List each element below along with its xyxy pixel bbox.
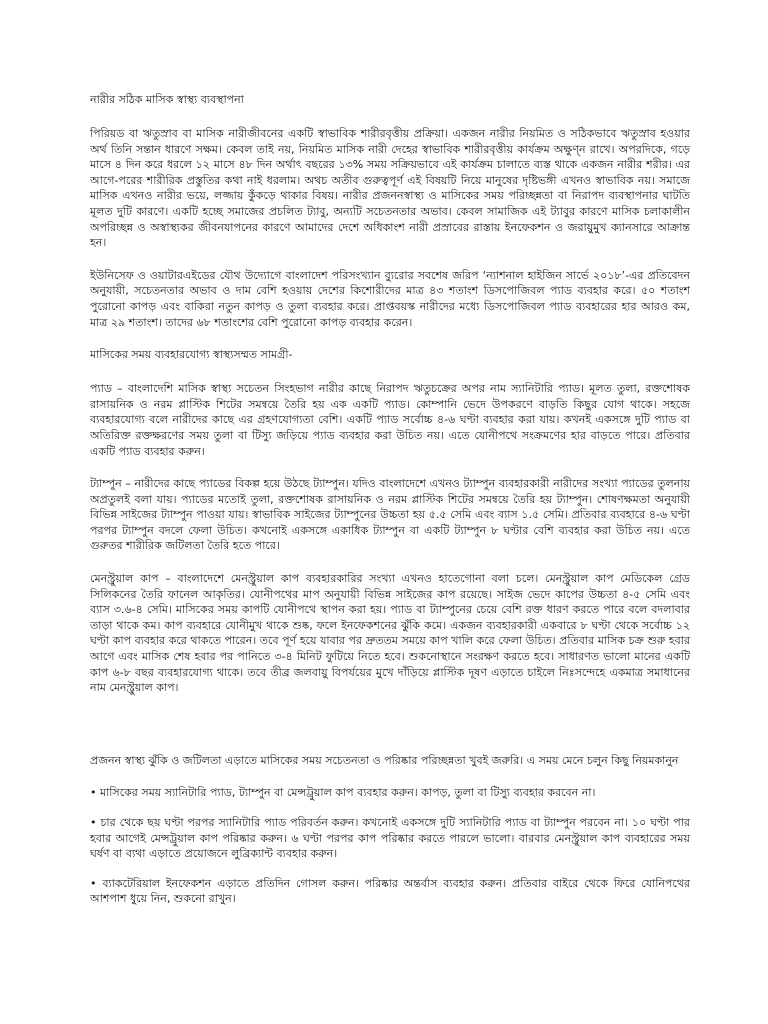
intro-paragraph-2: ইউনিসেফ ও ওয়াটারএইডের যৌথ উদ্যোগে বাংলাদেশ পরিসংখ্যান ব্যুরোর সবশেষ জরিপ ‘ন্যাশনাল হাইজিন সার্ভে ২০১৮’-এর প্রতিবেদন অনুযায়ী, সচেতনতার অভাব ও দাম বেশি হওয়ায় দেশের কিশোরীদের মাত্র ৪৩ শতাংশ ডিসপোজিবল প্যাড ব্যবহার করে। ৫০ শতাংশ পুরোনো কাপড় এবং বাকিরা নতুন কাপড় ও তুলা ব্যবহার করে। প্রাপ্তবয়স্ক নারীদের মধ্যে ডিসপোজিবল প্যাড ব্যবহারের হার আরও কম, মাত্র ২৯ শতাংশ। তাদের ৬৮ শতাংশের বেশি পুরোনো কাপড় ব্যবহার করেন। [90, 268, 690, 329]
rule-bullet-1: • মাসিকের সময় স্যানিটারি প্যাড, ট্যাম্পুন বা মেন্সট্রুয়াল কাপ ব্যবহার করুন। কাপড়, তুলা বা টিস্যু ব্যবহার করবেন না। [90, 786, 596, 800]
tampon-paragraph: ট্যাম্পুন – নারীদের কাছে প্যাডের বিকল্প হয়ে উঠছে ট্যাম্পুন। যদিও বাংলাদেশে এখনও ট্যাম্পুন ব্যবহারকারী নারীদের সংখ্যা প্যাডের তুলনায় অপ্রতুলই বলা যায়। প্যাডের মতোই তুলা, রক্তশোষক রাসায়নিক ও নরম প্লাস্টিক শিটের সমন্বয়ে তৈরি হয় ট্যাম্পুন। শোষণক্ষমতা অনুযায়ী বিভিন্ন সাইজের ট্যাম্পুন পাওয়া যায়। স্বাভাবিক সাইজের ট্যাম্পুনের উচ্চতা হয় ৫.৫ সেমি এবং ব্যাস ১.৫ সেমি। প্রতিবার ব্যবহারে ৪-৬ ঘণ্টা পরপর ট্যাম্পুন বদলে ফেলা উচিত। কখনোই একসঙ্গে একাধিক ট্যাম্পুন বা একটি ট্যাম্পুন ৮ ঘণ্টার বেশি ব্যবহার করা উচিত নয়। এতে গুরুতর শারীরিক জটিলতা তৈরি হতে পারে। [90, 477, 690, 553]
products-heading: মাসিকের সময় ব্যবহারযোগ্য স্বাস্থ্যসম্মত সামগ্রী- [90, 348, 293, 362]
section-spacer [90, 713, 690, 753]
menstrual-cup-paragraph: মেনস্ট্রুয়াল কাপ – বাংলাদেশে মেনস্ট্রুয়াল কাপ ব্যবহারকারির সংখ্যা এখনও হাতেগোনা বলা চলে। মেনস্ট্রুয়াল কাপ মেডিকেল গ্রেড সিলিকনের তৈরি ফানেল আকৃতির। যোনীপথের মাপ অনুযায়ী বিভিন্ন সাইজের কাপ রয়েছে। সাইজ ভেদে কাপের উচ্চতা ৪-৫ সেমি এবং ব্যাস ৩.৬-৪ সেমি। মাসিকের সময় কাপটি যোনীপথে স্থাপন করা হয়। প্যাড বা ট্যাম্পুনের চেয়ে বেশি রক্ত ধারণ করতে পারে বলে বদলাবার তাড়া থাকে কম। কাপ ব্যবহারে যোনীমুখ থাকে শুষ্ক, ফলে ইনফেকশনের ঝুঁকি কমে। একজন ব্যবহারকারী একবারে ৮ ঘণ্টা থেকে সর্বোচ্চ ১২ ঘণ্টা কাপ ব্যবহার করে থাকতে পারেন। তবে পূর্ণ হয়ে যাবার পর দ্রুততম সময়ে কাপ খালি করে ফেলা উচিত। প্রতিবার মাসিক চক্র শুরু হবার আগে এবং মাসিক শেষ হবার পর পানিতে ৩-৪ মিনিট ফুটিয়ে নিতে হবে। শুকনোস্থানে সংরক্ষণ করতে হবে। সাধারণত ভালো মানের একটি কাপ ৬-৮ বছর ব্যবহারযোগ্য থাকে। তবে তীব্র জলবায়ু বিপর্যয়ের মুখে দাঁড়িয়ে প্লাস্টিক দূষণ এড়াতে চাইলে নিঃসন্দেহে একমাত্র সমাধানের নাম মেনস্ট্রুয়াল কাপ। [90, 572, 690, 695]
rule-bullet-2: • চার থেকে ছয় ঘণ্টা পরপর স্যানিটারি প্যাড পরিবর্তন করুন। কখনোই একসঙ্গে দুটি স্যানিটারি প্যাড বা ট্যাম্পুন পরবেন না। ১০ ঘণ্টা পার হবার আগেই মেন্সট্রুয়াল কাপ পরিষ্কার করুন। ৬ ঘণ্টা পরপর কাপ পরিষ্কার করতে পারলে ভালো। বারবার মেনস্ট্রুয়াল কাপ ব্যবহারের সময় ঘর্ষণ বা ব্যথা এড়াতে প্রয়োজনে লুব্রিক্যান্ট ব্যবহার করুন। [90, 816, 690, 861]
pad-paragraph: প্যাড – বাংলাদেশি মাসিক স্বাস্থ্য সচেতন সিংহভাগ নারীর কাছে নিরাপদ ঋতুচক্রের অপর নাম স্যানিটারি প্যাড। মূলত তুলা, রক্তশোষক রাসায়নিক ও নরম প্লাস্টিক শিটের সমন্বয়ে তৈরি হয় এক একটি প্যাড। কোম্পানি ভেদে উপকরণে বাড়তি কিছুর যোগ থাকে। সহজে ব্যবহারযোগ্য বলে নারীদের কাছে এর গ্রহণযোগ্যতা বেশি। একটি প্যাড সর্বোচ্চ ৪-৬ ঘণ্টা ব্যবহার করা যায়। কখনই একসঙ্গে দুটি প্যাড বা অতিরিক্ত রক্তক্ষরণের সময় তুলা বা টিস্যু জড়িয়ে প্যাড ব্যবহার করা উচিত নয়। এতে যোনীপথে সংক্রমণের হার বাড়তে পারে। প্রতিবার একটি প্যাড ব্যবহার করুন। [90, 382, 690, 458]
intro-paragraph-1: পিরিয়ড বা ঋতুস্রাব বা মাসিক নারীজীবনের একটি স্বাভাবিক শারীরবৃত্তীয় প্রক্রিয়া। একজন নারীর নিয়মিত ও সঠিকভাবে ঋতুস্রাব হওয়ার অর্থ তিনি সন্তান ধারণে সক্ষম। কেবল তাই নয়, নিয়মিত মাসিক নারী দেহের স্বাভাবিক শারীরবৃত্তীয় কার্যক্রম অক্ষুণ্ন রাখে। অপরদিকে, গড়ে মাসে ৪ দিন করে ধরলে ১২ মাসে ৪৮ দিন অর্থাৎ বছরের ১৩% সময় সক্রিয়ভাবে এই কার্যক্রম চালাতে ব্যস্ত থাকে একজন নারীর শরীর। এর আগে-পরের শারীরিক প্রস্তুতির কথা নাই ধরলাম। অথচ অতীব গুরুত্বপূর্ণ এই বিষয়টি নিয়ে মানুষের দৃষ্টিভঙ্গী এখনও স্বাভাবিক নয়। সমাজে মাসিক এখনও নারীর ভয়ে, লজ্জায় কুঁকড়ে থাকার বিষয়। নারীর প্রজননস্বাস্থ্য ও মাসিকের সময় পরিচ্ছন্নতা বা নিরাপদ ব্যবস্থাপনার ঘাটতি মূলত দুটি কারণে। একটি হচ্ছে সমাজের প্রচলিত ট্যাবু, অন্যটি সচেতনতার অভাব। কেবল সামাজিক এই ট্যাবুর কারণে মাসিক চলাকালীন অপরিচ্ছন্ন ও অস্বাস্থ্যকর জীবনযাপনের কারণে আমাদের দেশে অধিকাংশ নারী প্রস্রাবের রাস্তায় ইনফেকশন ও জরায়ুমুখ ক্যানসারে আক্রান্ত হন। [90, 127, 690, 250]
rules-intro-paragraph: প্রজনন স্বাস্থ্য ঝুঁকি ও জটিলতা এড়াতে মাসিকের সময় সচেতনতা ও পরিষ্কার পরিচ্ছন্নতা খুবই জরুরি। এ সময় মেনে চলুন কিছু নিয়মকানুন [90, 753, 679, 767]
document-title: নারীর সঠিক মাসিক স্বাস্থ্য ব্যবস্থাপনা [90, 93, 244, 106]
rule-bullet-3: • ব্যাকটেরিয়াল ইনফেকশন এড়াতে প্রতিদিন গোসল করুন। পরিষ্কার অন্তর্বাস ব্যবহার করুন। প্রতিবার বাইরে থেকে ফিরে যোনিপথের আশপাশ ধুয়ে নিন, শুকনো রাখুন। [90, 876, 690, 906]
